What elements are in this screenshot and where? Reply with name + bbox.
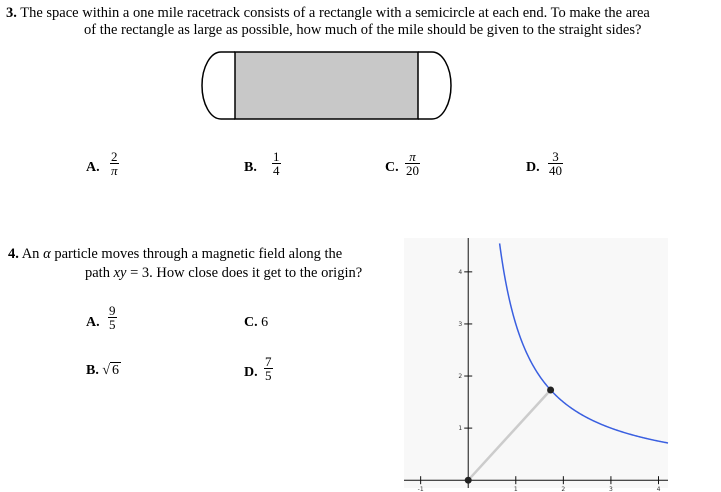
q4-choice-a-num: 9 <box>109 303 116 318</box>
racetrack-figure <box>195 50 460 126</box>
q3-choice-c-num: π <box>409 149 416 164</box>
q3-choice-a-den: π <box>111 163 118 178</box>
q4-choice-c-value: 6 <box>261 315 269 330</box>
q3-text-line2: of the rectangle as large as possible, how much of the mile should be given to the straight sides? <box>84 22 642 38</box>
q4-choice-c-letter: C. <box>244 315 258 330</box>
origin-point <box>465 477 472 484</box>
q3-number: 3. <box>6 5 17 21</box>
x-tick-label: 1 <box>513 486 518 492</box>
x-tick-label: 4 <box>656 486 661 492</box>
q4-line2 <box>85 265 362 282</box>
q3-choice-c-fraction <box>405 150 420 177</box>
closest-point <box>547 386 554 393</box>
q4-text-an: An <box>21 246 40 262</box>
q4-choice-b-radical: √ <box>102 363 111 378</box>
racetrack-rectangle <box>235 52 418 119</box>
q4-line1 <box>8 246 342 263</box>
q3-text-line1: The space within a one mile racetrack consists of a rectangle with a semicircle at each end. To make the area <box>20 5 650 21</box>
q3-choice-b-letter: B. <box>244 160 257 175</box>
q3-choice-d-num: 3 <box>552 149 559 164</box>
q3-choice-d-letter: D. <box>526 160 540 175</box>
hyperbola-curve <box>500 243 668 443</box>
graph-xy-equals-3 <box>404 238 668 492</box>
q4-choice-b <box>86 363 121 379</box>
y-tick-label: 4 <box>458 268 463 276</box>
q3-choice-b-den: 4 <box>273 163 280 178</box>
y-tick-label: 1 <box>458 425 463 433</box>
q3-choice-c-den: 20 <box>406 163 419 178</box>
q3-choice-a-letter: A. <box>86 160 100 175</box>
q3-line1 <box>6 5 650 22</box>
q4-choice-a-den: 5 <box>109 317 116 332</box>
q3-choice-a-num: 2 <box>111 149 118 164</box>
q4-choice-a-fraction <box>108 304 117 331</box>
q4-choice-b-radicand: 6 <box>112 363 120 378</box>
q3-choice-c-letter: C. <box>385 160 399 175</box>
racetrack-left-semicircle <box>202 52 235 119</box>
q4-path-word: path <box>85 265 110 281</box>
q4-number: 4. <box>8 246 19 262</box>
distance-segment <box>468 390 550 480</box>
q4-text-line2: = 3. How close does it get to the origin? <box>130 265 363 281</box>
q3-choice-b-fraction <box>272 150 281 177</box>
q4-alpha-symbol: α <box>43 246 51 262</box>
y-tick-label: 2 <box>458 373 463 381</box>
q3-choice-a-fraction <box>110 150 119 177</box>
q4-choice-b-letter: B. <box>86 363 99 378</box>
y-tick-label: 3 <box>458 320 463 328</box>
q4-choice-d-fraction <box>264 355 273 382</box>
q3-choice-b-num: 1 <box>273 149 280 164</box>
q4-choice-d-den: 5 <box>265 368 272 383</box>
q4-choice-d-letter: D. <box>244 365 258 380</box>
x-tick-label: -1 <box>417 486 424 492</box>
q4-text-line1: particle moves through a magnetic field along the <box>54 246 343 262</box>
x-tick-label: 2 <box>561 486 566 492</box>
q4-choice-c <box>244 315 268 331</box>
x-tick-label: 3 <box>609 486 613 492</box>
racetrack-right-semicircle <box>418 52 451 119</box>
q4-equation-var: xy <box>113 265 127 281</box>
q3-choice-d-den: 40 <box>549 163 562 178</box>
q3-choice-d-fraction <box>548 150 563 177</box>
q4-choice-d-num: 7 <box>265 354 272 369</box>
q4-choice-a-letter: A. <box>86 315 100 330</box>
